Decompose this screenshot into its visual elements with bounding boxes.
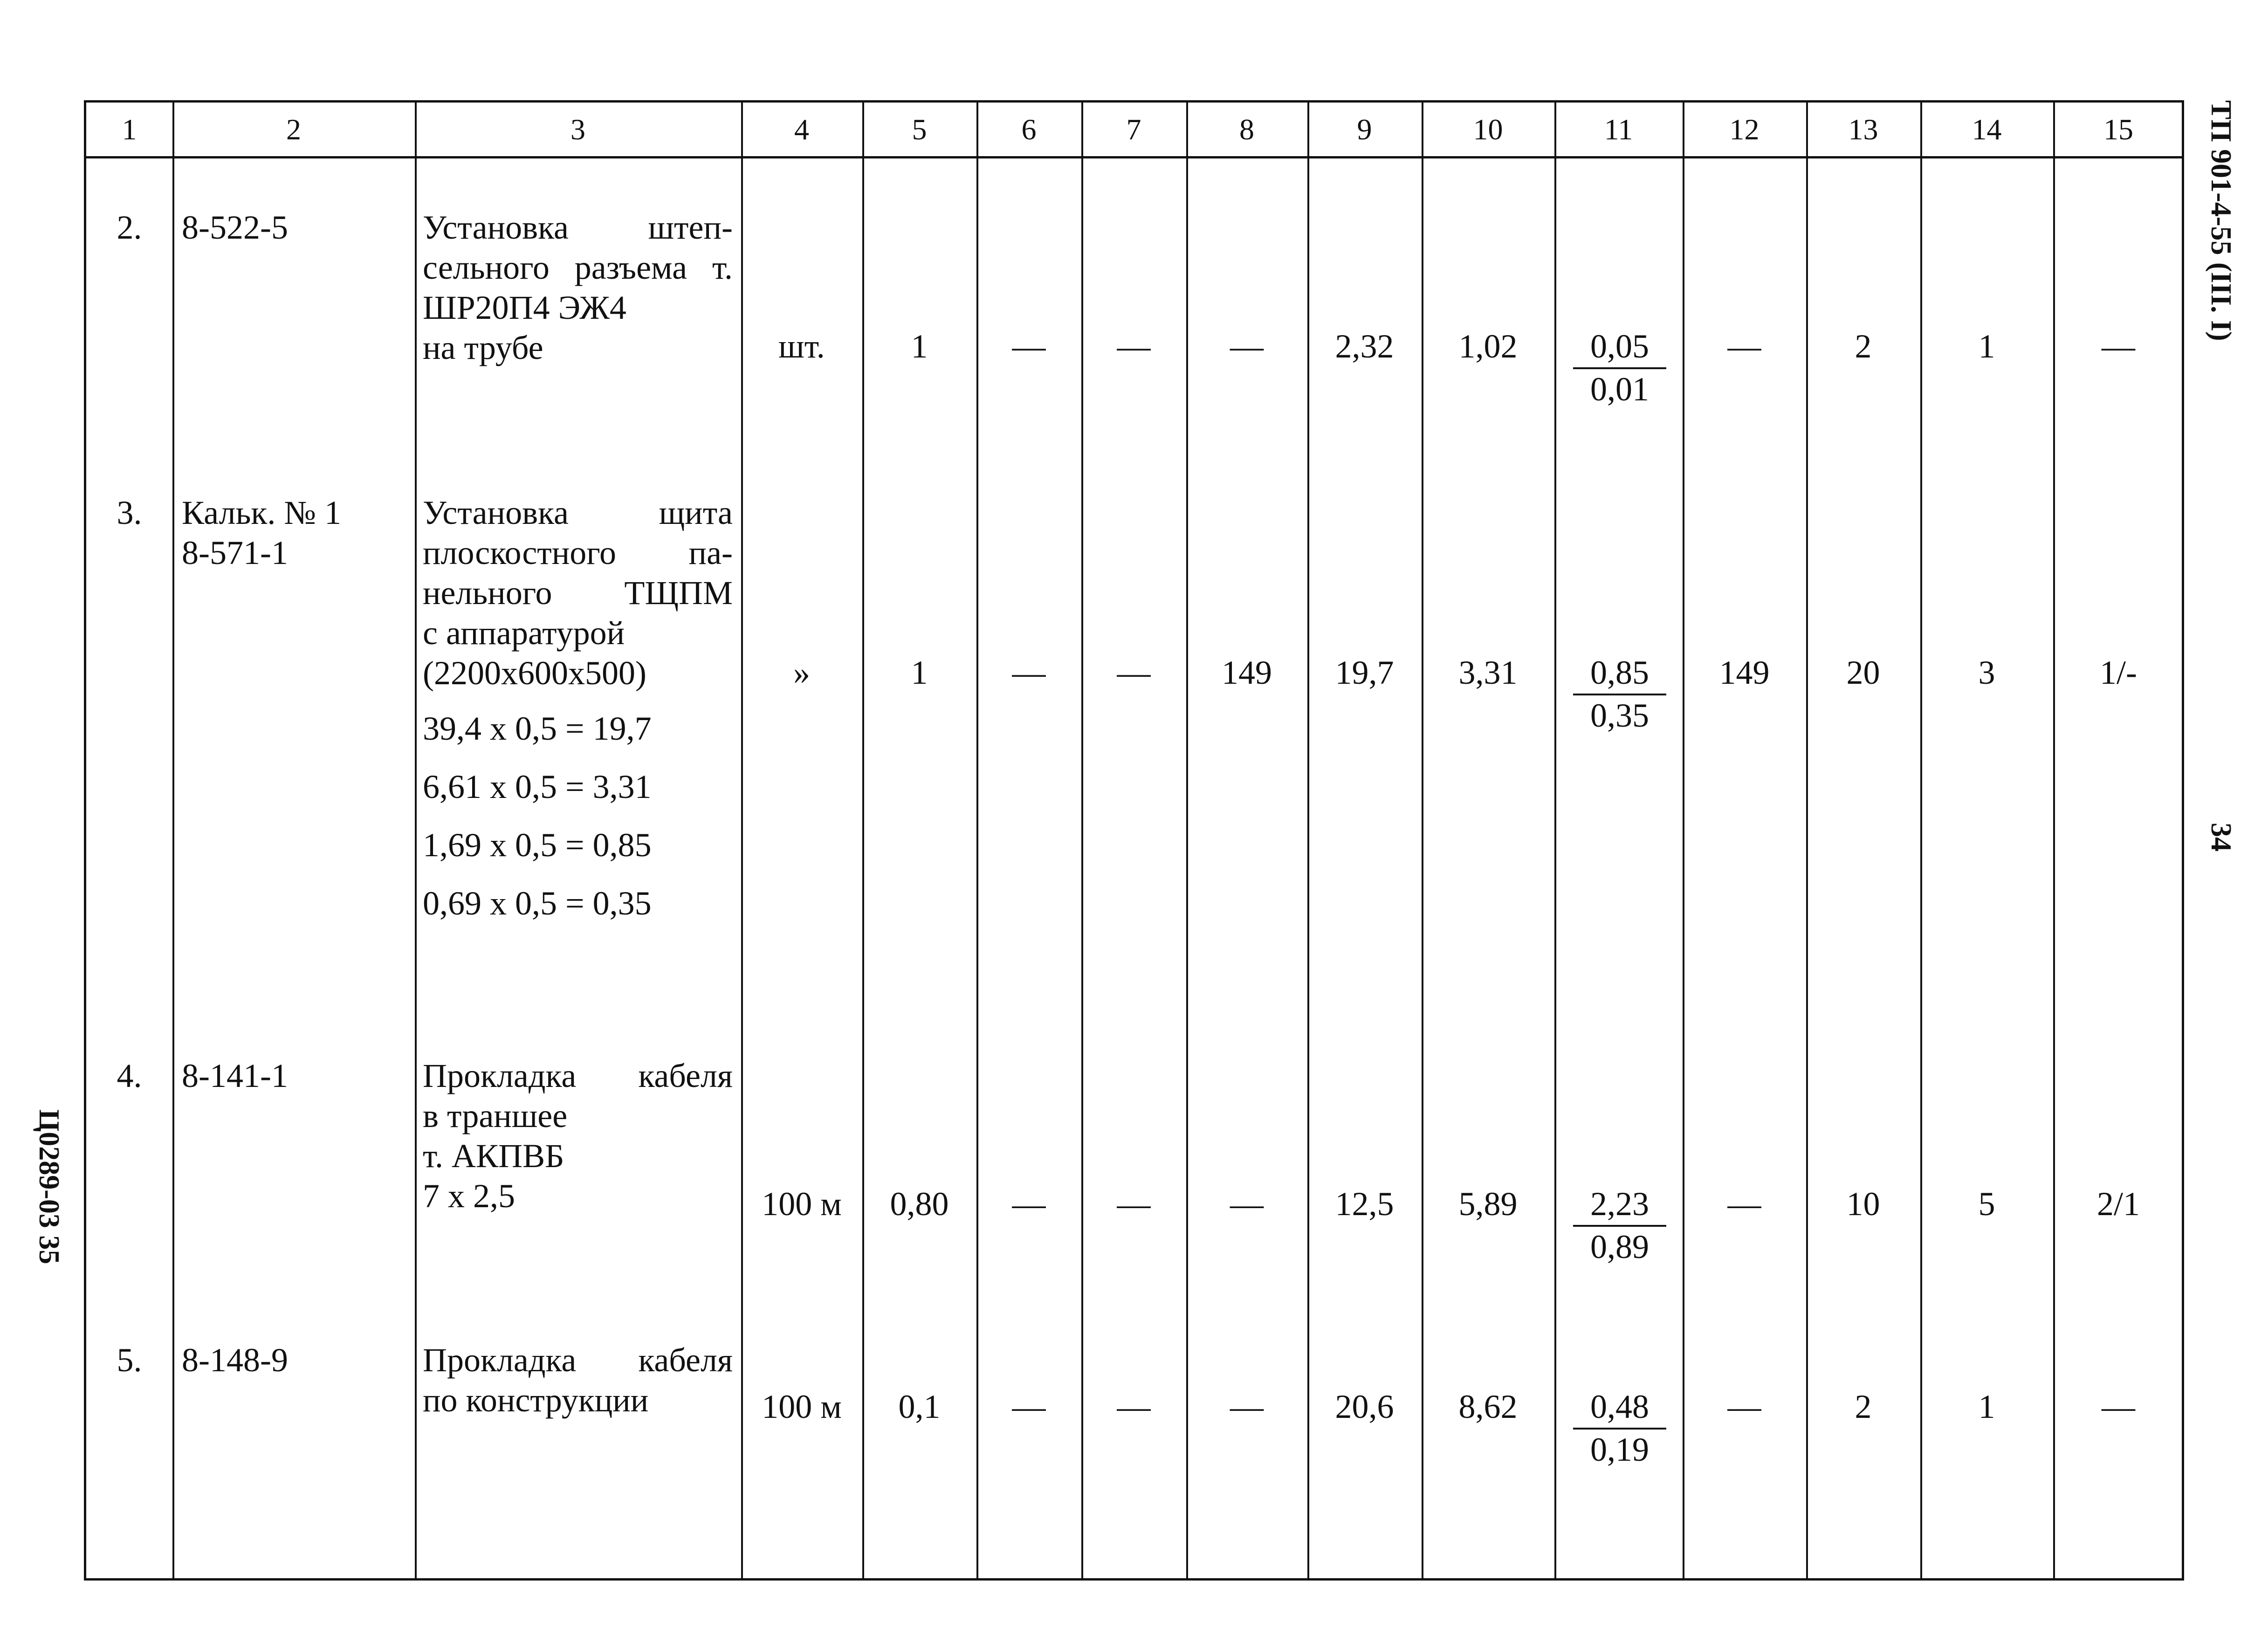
- page-number: 34: [2205, 823, 2237, 852]
- norm-code: 8-522-5: [182, 209, 288, 246]
- col7-value: —: [1117, 654, 1151, 691]
- norm-code: Кальк. № 1: [182, 494, 342, 531]
- header-cell: 5: [912, 113, 927, 146]
- col12-value: —: [1727, 1185, 1761, 1223]
- col8-value: —: [1230, 1388, 1264, 1425]
- calc-line: 39,4 x 0,5 = 19,7: [423, 710, 652, 747]
- col10-value: 1,02: [1458, 328, 1518, 365]
- header-cell: 6: [1021, 113, 1037, 146]
- fraction-numerator: 2,23: [1573, 1185, 1666, 1227]
- fraction-denominator: 0,01: [1590, 371, 1649, 408]
- norm-code: 8-148-9: [182, 1341, 288, 1379]
- col-divider: [1422, 103, 1423, 1578]
- work-description: Установка щита плоскостного па- нельного ТЩПМ с аппаратурой (2200x600x500): [423, 494, 733, 692]
- header-divider: [86, 156, 2182, 158]
- col9-value: 20,6: [1335, 1388, 1394, 1425]
- col8-value: —: [1230, 328, 1264, 365]
- sheet-code-label: Ц0289-03 35: [33, 1109, 65, 1265]
- unit: 100 м: [762, 1388, 842, 1425]
- col-divider: [1920, 103, 1922, 1578]
- unit: »: [793, 654, 810, 691]
- fraction-numerator: 0,05: [1573, 327, 1666, 369]
- work-description: Прокладка кабеля по конструкции: [423, 1341, 733, 1419]
- col7-value: —: [1117, 1388, 1151, 1425]
- col14-value: 3: [1978, 654, 1995, 691]
- col14-value: 5: [1978, 1185, 1995, 1223]
- header-cell: 2: [286, 113, 301, 146]
- col12-value: 149: [1719, 654, 1770, 691]
- col13-value: 20: [1846, 654, 1880, 691]
- col7-value: —: [1117, 328, 1151, 365]
- fraction-denominator: 0,19: [1590, 1431, 1649, 1468]
- header-cell: 13: [1848, 113, 1878, 146]
- col14-value: 1: [1978, 328, 1995, 365]
- col6-value: —: [1012, 654, 1046, 691]
- col12-value: —: [1727, 328, 1761, 365]
- quantity: 1: [911, 654, 928, 691]
- col13-value: 2: [1855, 328, 1872, 365]
- col8-value: 149: [1222, 654, 1272, 691]
- document-code-label: ТП 901-4-55 (III. I): [2205, 100, 2237, 341]
- fraction-denominator: 0,89: [1590, 1228, 1649, 1265]
- row-number: 3.: [117, 494, 142, 531]
- col-divider: [1554, 103, 1556, 1578]
- col7-value: —: [1117, 1185, 1151, 1223]
- col9-value: 19,7: [1335, 654, 1394, 691]
- fraction-numerator: 0,85: [1573, 653, 1666, 695]
- row-number: 4.: [117, 1057, 142, 1094]
- header-cell: 3: [570, 113, 585, 146]
- col-divider: [862, 103, 864, 1578]
- col-divider: [1806, 103, 1808, 1578]
- col-divider: [2053, 103, 2055, 1578]
- col-divider: [976, 103, 978, 1578]
- work-description: Прокладка кабеля в траншее т. АКПВБ 7 x 2,5: [423, 1057, 733, 1215]
- col12-value: —: [1727, 1388, 1761, 1425]
- col11-fraction: [1573, 327, 1666, 408]
- col6-value: —: [1012, 1185, 1046, 1223]
- header-cell: 12: [1729, 113, 1759, 146]
- fraction-denominator: 0,35: [1590, 697, 1649, 734]
- col13-value: 2: [1855, 1388, 1872, 1425]
- header-cell: 7: [1126, 113, 1141, 146]
- col11-fraction: [1573, 653, 1666, 735]
- col-divider: [1186, 103, 1188, 1578]
- header-cell: 9: [1357, 113, 1372, 146]
- unit: 100 м: [762, 1185, 842, 1223]
- col15-value: —: [2102, 328, 2135, 365]
- norm-code: 8-141-1: [182, 1057, 288, 1094]
- col15-value: 2/1: [2096, 1185, 2140, 1223]
- col6-value: —: [1012, 328, 1046, 365]
- quantity: 0,1: [898, 1388, 941, 1425]
- col9-value: 2,32: [1335, 328, 1394, 365]
- col-divider: [415, 103, 417, 1578]
- calc-line: 6,61 x 0,5 = 3,31: [423, 768, 652, 805]
- norm-code: 8-571-1: [182, 534, 288, 571]
- col15-value: 1/-: [2100, 654, 2137, 691]
- col15-value: —: [2102, 1388, 2135, 1425]
- quantity: 1: [911, 328, 928, 365]
- header-cell: 4: [794, 113, 809, 146]
- col14-value: 1: [1978, 1388, 1995, 1425]
- row-number: 2.: [117, 209, 142, 246]
- col10-value: 5,89: [1458, 1185, 1518, 1223]
- calc-line: 1,69 x 0,5 = 0,85: [423, 826, 652, 864]
- col-divider: [1081, 103, 1083, 1578]
- col10-value: 3,31: [1458, 654, 1518, 691]
- estimate-table: [84, 100, 2184, 1581]
- header-cell: 11: [1604, 113, 1633, 146]
- fraction-numerator: 0,48: [1573, 1388, 1666, 1430]
- col-divider: [1307, 103, 1309, 1578]
- col11-fraction: [1573, 1185, 1666, 1266]
- work-description: Установка штеп- сельного разъема т. ШР20П4 ЭЖ4 на трубе: [423, 209, 733, 366]
- col8-value: —: [1230, 1185, 1264, 1223]
- calc-line: 0,69 x 0,5 = 0,35: [423, 885, 652, 922]
- row-number: 5.: [117, 1341, 142, 1379]
- col9-value: 12,5: [1335, 1185, 1394, 1223]
- header-cell: 10: [1473, 113, 1503, 146]
- col-divider: [1683, 103, 1684, 1578]
- col10-value: 8,62: [1458, 1388, 1518, 1425]
- header-cell: 1: [122, 113, 137, 146]
- col11-fraction: [1573, 1388, 1666, 1469]
- col6-value: —: [1012, 1388, 1046, 1425]
- header-cell: 15: [2103, 113, 2133, 146]
- header-cell: 8: [1239, 113, 1254, 146]
- col13-value: 10: [1846, 1185, 1880, 1223]
- unit: шт.: [778, 328, 825, 365]
- col-divider: [741, 103, 743, 1578]
- header-cell: 14: [1972, 113, 2002, 146]
- col-divider: [172, 103, 174, 1578]
- quantity: 0,80: [890, 1185, 949, 1223]
